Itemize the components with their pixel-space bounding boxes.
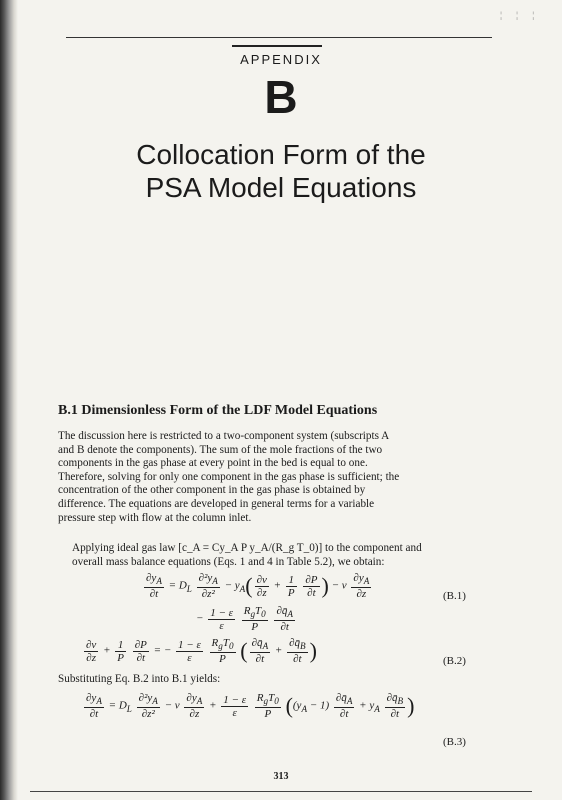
corner-marks: ¦ ¦ ¦ [500, 10, 540, 20]
page-number: 313 [273, 771, 289, 782]
paragraph-1-line: and B denote the components). The sum of the mole fractions of the two [58, 443, 383, 456]
equation-number-b2: (B.2) [443, 655, 466, 667]
paragraph-1-line: concentration of the other component in the gas phase is obtained by [58, 484, 366, 497]
chapter-title [0, 138, 562, 204]
paragraph-1-line: difference. The equations are developed in general terms for a variable [58, 497, 375, 510]
paragraph-1-line: Therefore, solving for only one component in the gas phase is sufficient; the [58, 470, 400, 483]
paragraph-1-line: pressure step with flow at the column inlet. [58, 511, 252, 524]
bottom-rule [30, 791, 532, 792]
paragraph-2 [58, 542, 482, 569]
equation-b1-line1: $\frac{\partial y_A}{\partial t}$ = $D_L$ $\frac{\partial^2y_A}{\text{∂z²}}$ − $y_A$( $\frac{\partial v}{\partial z}$ + $\frac{1}{P}$ $\frac{\partial P}{\partial t}$ ) − v $\frac{\partial y_A}{\partial z}$ [146, 572, 370, 601]
equation-b2: $\frac{\partial v}{\partial z}$ + $\frac{1}{P}$ $\frac{\partial P}{\partial t}$ = − $\frac{1 - \varepsilon}{\varepsilon}$ $\frac{R_gT_0}{P}$ ( $\frac{\partial q̄_A}{\partial t}$ + $\frac{\partial q̄_B}{\partial t}$ ) [86, 637, 317, 666]
appendix-label: APPENDIX [240, 52, 322, 67]
paragraph-1-line: components in the gas phase at every point in the bed is equal to one. [58, 457, 368, 470]
equation-b1-line2: − $\frac{1 - \varepsilon}{\varepsilon}$ $\frac{R_gT_0}{P}$ $\frac{\partial q̄_A}{\partial t}$ [196, 605, 293, 634]
title-line-2: PSA Model Equations [145, 172, 417, 203]
substituting-text: Substituting Eq. B.2 into B.1 yields: [58, 673, 221, 685]
top-rule [66, 37, 492, 38]
appendix-letter: B [264, 71, 298, 123]
paragraph-2-line: overall mass balance equations (Eqs. 1 and 4 in Table 5.2), we obtain: [72, 555, 385, 568]
title-line-1: Collocation Form of the [136, 139, 426, 170]
equation-b3: $\frac{\partial y_A}{\partial t}$ = $D_L$ $\frac{\partial^2y_A}{\text{∂z²}}$ − v $\frac{\partial y_A}{\partial z}$ + $\frac{1 - \varepsilon}{\varepsilon}$ $\frac{R_gT_0}{P}$ ($(y_A - 1)$ $\frac{\partial q̄_A}{\partial t}$ + $y_A$ $\frac{\partial q̄_B}{\partial t}$ ) [86, 692, 415, 721]
equation-number-b3: (B.3) [443, 736, 466, 748]
paragraph-1-line: The discussion here is restricted to a two-component system (subscripts A [58, 430, 390, 442]
equation-number-b1: (B.1) [443, 590, 466, 602]
paragraph-1 [58, 430, 482, 525]
section-heading: B.1 Dimensionless Form of the LDF Model Equations [58, 403, 378, 418]
heading-rule [232, 45, 322, 47]
paragraph-2-line: Applying ideal gas law [c_A = Cy_A P y_A/(R_g T_0)] to the component and [72, 542, 422, 554]
